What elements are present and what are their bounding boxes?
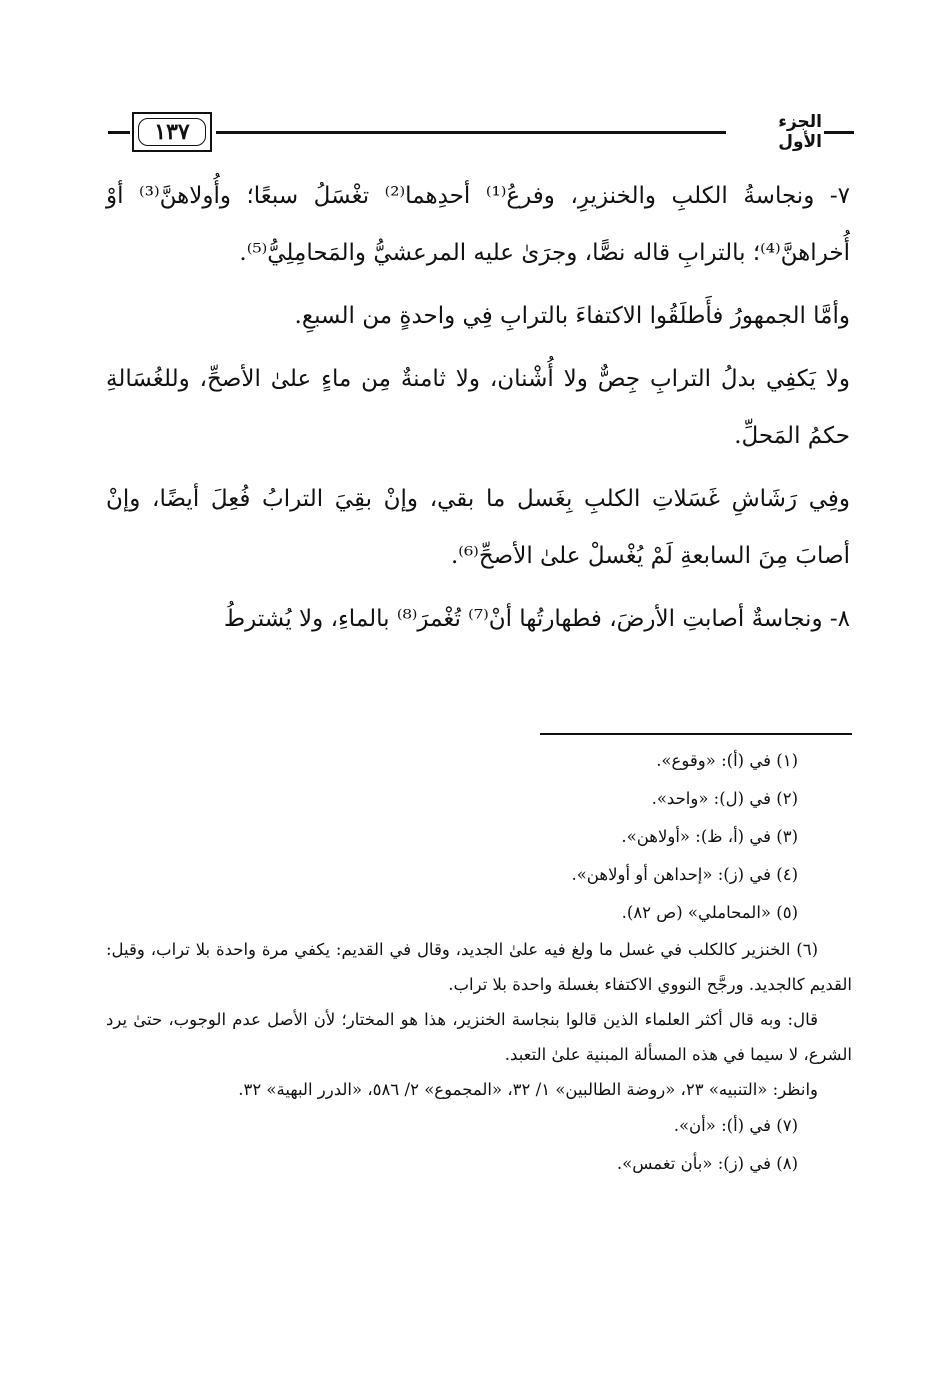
footnote-2: (٢) في (ل): «واحد». bbox=[651, 789, 798, 808]
footnote-4: (٤) في (ز): «إحداهن أو أولاهن». bbox=[571, 865, 798, 884]
footnote-3: (٣) في (أ، ظ): «أولاهن». bbox=[621, 827, 798, 846]
paragraph-8: ٨- ونجاسةٌ أصابتِ الأرضَ، فطهارتُها أنْ⁽⁷⁾ تُغْمرَ⁽⁸⁾ بالماءِ، ولا يُشترطُ bbox=[223, 606, 850, 632]
running-head: الجزء الأول bbox=[778, 112, 822, 152]
header-rule-left bbox=[108, 131, 130, 134]
page-header bbox=[108, 110, 854, 160]
footnote-1: (١) في (أ): «وقوع». bbox=[656, 751, 798, 770]
paragraph-jumhur: وأمَّا الجمهورُ فأَطلَقُوا الاكتفاءَ بالترابِ فِي واحدةٍ من السبعِ. bbox=[294, 303, 850, 329]
footnotes bbox=[106, 742, 852, 1183]
footnote-separator bbox=[540, 733, 852, 735]
paragraph-rashash: وفِي رَشَاشِ غَسَلاتِ الكلبِ بِغَسل ما بقي، وإنْ بقِيَ الترابُ فُعِلَ أيضًا، وإنْ أصابَ مِنَ السابعةِ لَمْ يُغْسلْ علىٰ الأصحِّ⁽⁶⁾. bbox=[106, 486, 850, 569]
footnote-6: (٦) الخنزير كالكلب في غسل ما ولغ فيه علىٰ الجديد، وقال في القديم: يكفي مرة واحدة بلا تراب، وقيل: القديم كالجديد. ورجَّح النووي الاكتفاء بغسلة واحدة بلا تراب. bbox=[106, 940, 852, 994]
header-rule-right bbox=[824, 131, 854, 134]
footnote-7: (٧) في (أ): «أن». bbox=[673, 1116, 798, 1135]
footnote-8: (٨) في (ز): «بأن تغمس». bbox=[616, 1154, 798, 1173]
paragraph-turab: ولا يَكفِي بدلُ الترابِ جِصٌّ ولا أُشْنان، ولا ثامنةٌ مِن ماءٍ علىٰ الأصحِّ، وللغُسَالةِ حكمُ المَحلِّ. bbox=[106, 366, 850, 449]
footnote-6-references: وانظر: «التنبيه» ٢٣، «روضة الطالبين» ١/ ٣٢، «المجموع» ٢/ ٥٨٦، «الدرر البهية» ٣٢. bbox=[238, 1080, 818, 1099]
header-rule-middle bbox=[216, 131, 726, 134]
paragraph-7: ٧- ونجاسةُ الكلبِ والخنزيرِ، وفرعُ⁽¹⁾ أحدِهما⁽²⁾ تغْسَلُ سبعًا؛ وأُولاهنَّ⁽³⁾ أوْ أُخراهنَّ⁽⁴⁾؛ بالترابِ قاله نصًّا، وجرَىٰ عليه المرعشيُّ والمَحامِلِيُّ⁽⁵⁾. bbox=[106, 183, 850, 266]
footnote-6-continued: قال: وبه قال أكثر العلماء الذين قالوا بنجاسة الخنزير، هذا هو المختار؛ لأن الأصل عدم الوجوب، حتىٰ يرد الشرع، لا سيما في هذه المسألة المبنية علىٰ التعبد. bbox=[106, 1010, 852, 1064]
main-text bbox=[106, 168, 850, 654]
page-number-frame bbox=[132, 112, 212, 152]
page-number: ١٣٧ bbox=[154, 119, 190, 145]
footnote-5: (٥) «المحاملي» (ص ٨٢). bbox=[621, 903, 798, 922]
